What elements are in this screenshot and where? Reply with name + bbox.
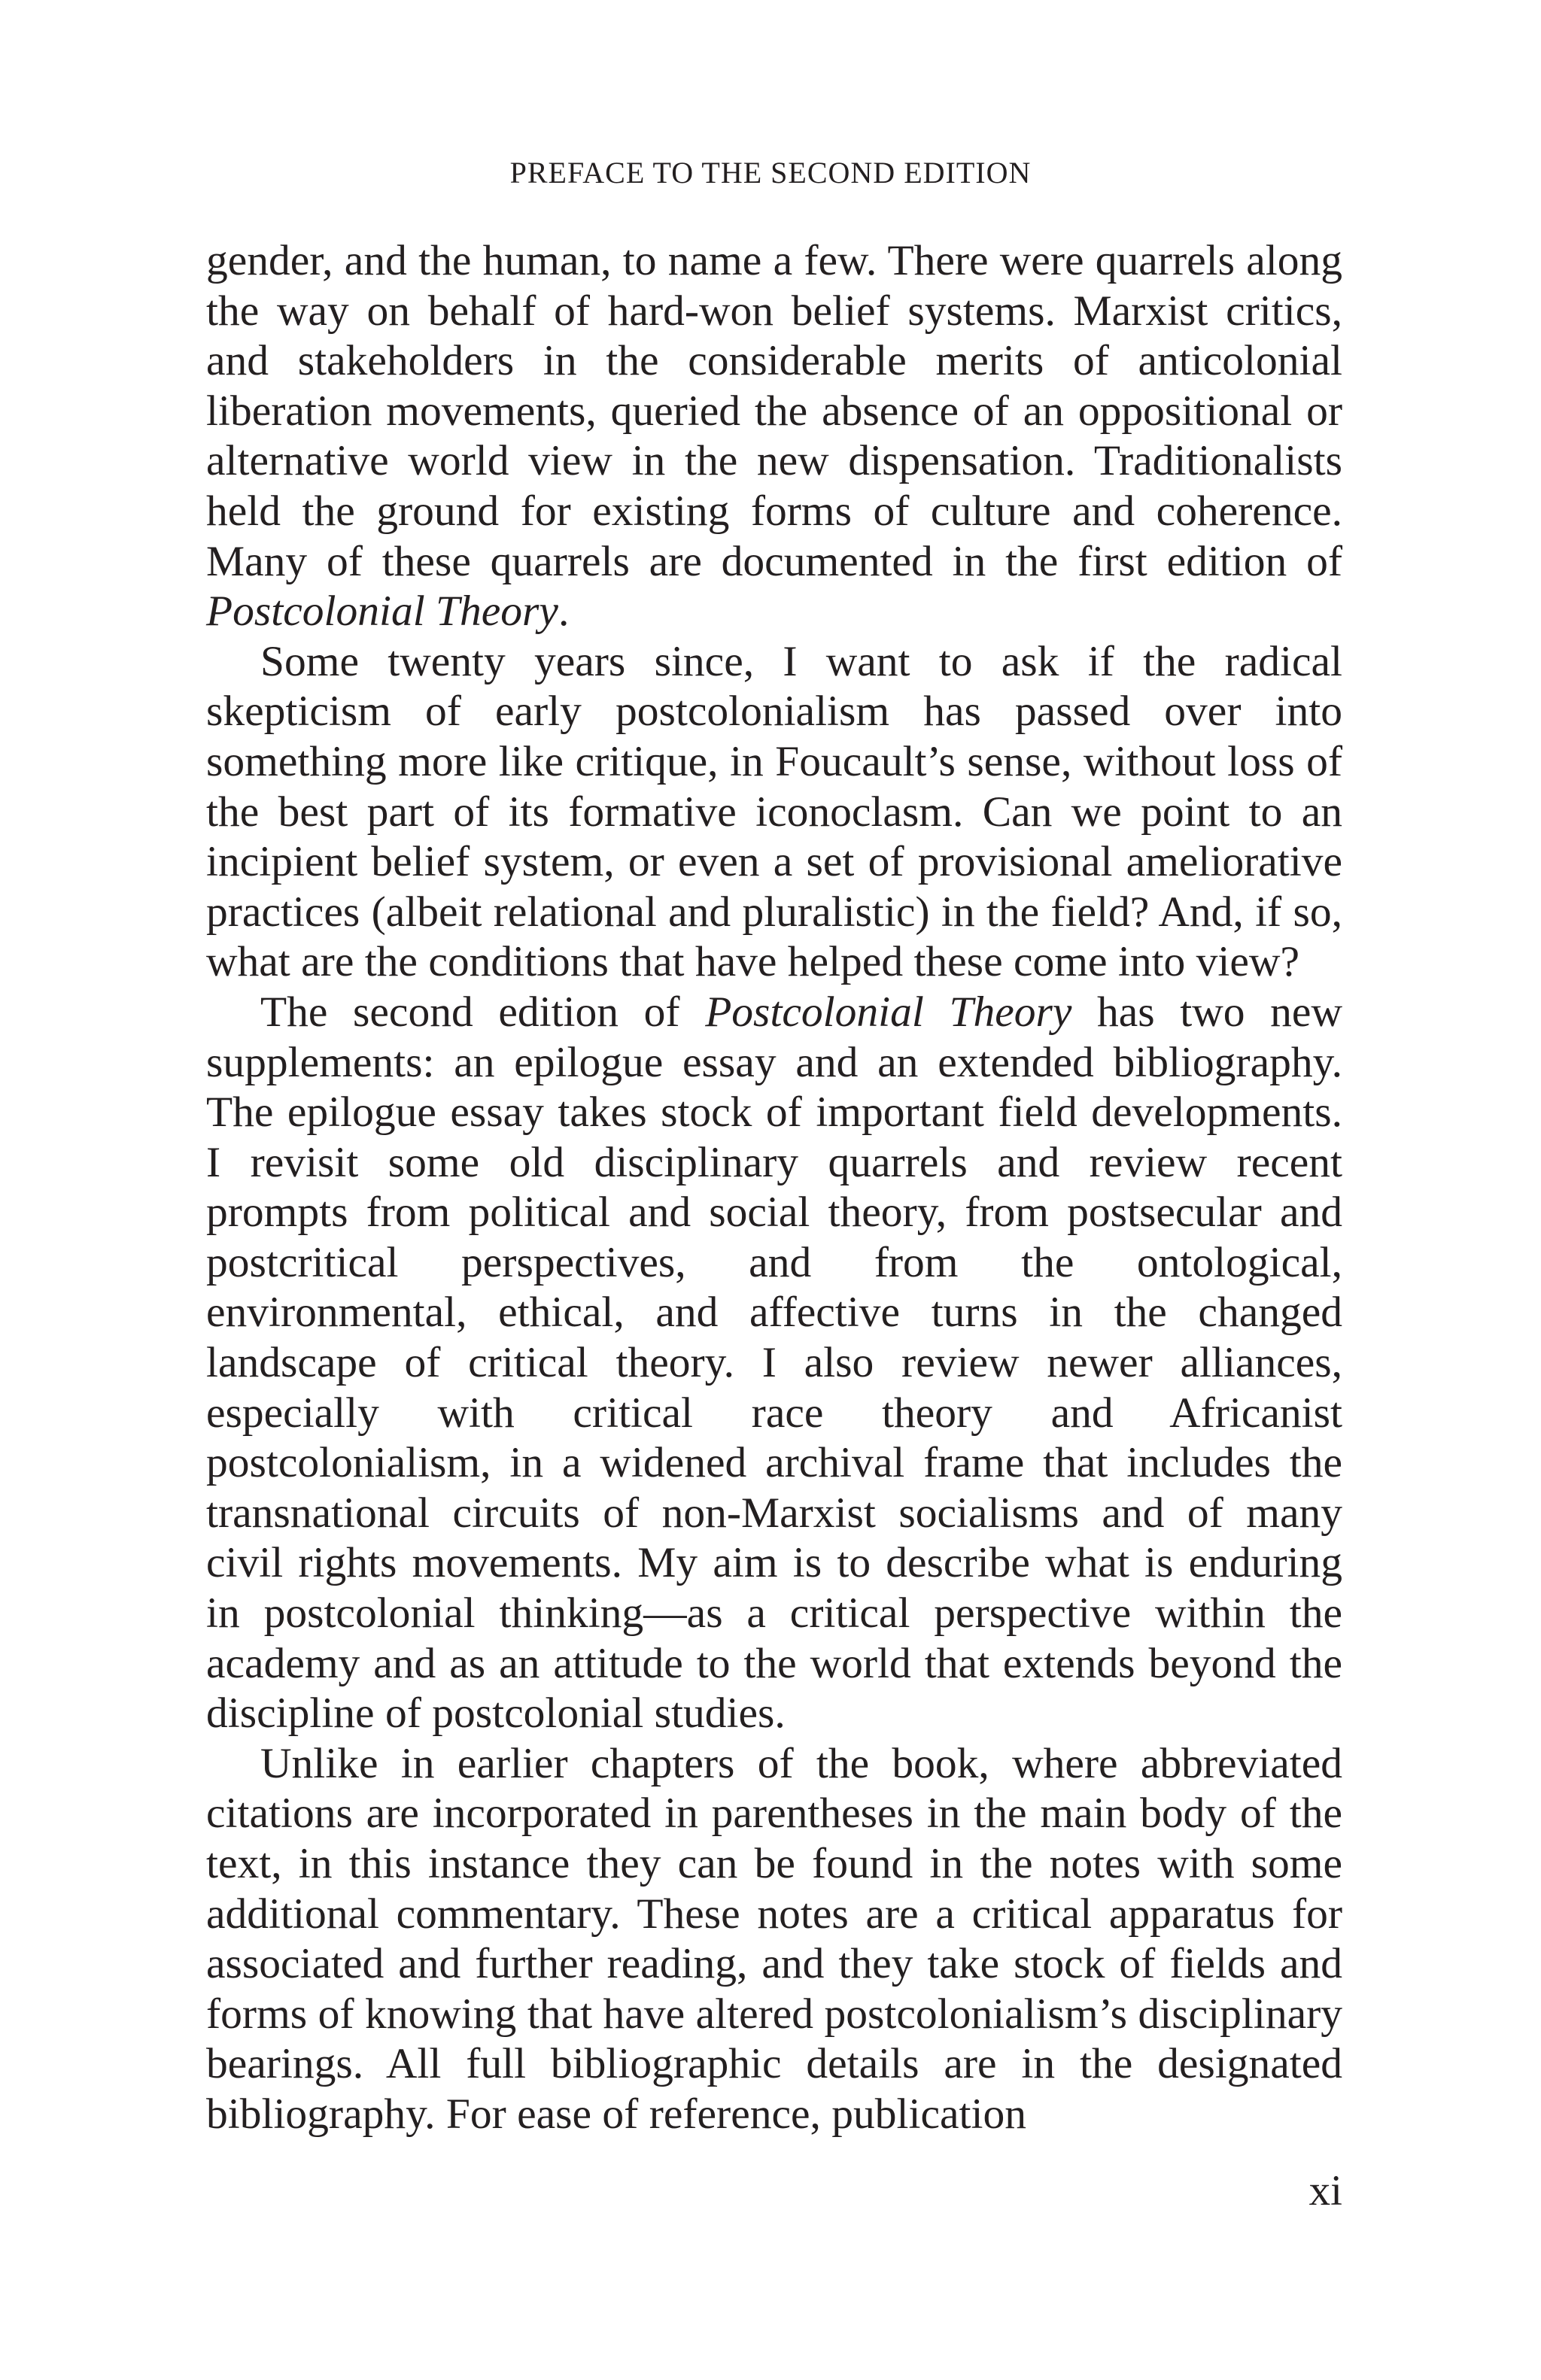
paragraph-4: Unlike in earlier chapters of the book, where abbreviated citations are incorporated in parentheses in the main body of the text, in this instance they can be found in the notes with some additional commentary. These notes are a critical apparatus for associated and further reading, and they take stock of fields and forms of knowing that have altered postcolonialism’s disciplinary bearings. All full bibliographic details are in the designated bibliography. For ease of reference, publication [206,1739,1342,2138]
book-title-italic: Postcolonial Theory [206,587,558,636]
paragraph-1-text: gender, and the human, to name a few. There were quarrels along the way on behalf of hard-won belief systems. Marxist critics, and stakeholders in the considerable merits of anticolonial liberation movements, queried the absence of an oppositional or alternative world view in the new dispensation. Traditionalists held the ground for existing forms of culture and coherence. Many of these quarrels are documented in the first edition of [206,237,1342,585]
paragraph-2: Some twenty years since, I want to ask if the radical skepticism of early postcolonialism has passed over into something more like critique, in Foucault’s sense, without loss of the best part of its formative iconoclasm. Can we point to an incipient belief system, or even a set of provisional ameliorative practices (albeit relational and pluralistic) in the field? And, if so, what are the conditions that have helped these come into view? [206,637,1342,986]
paragraph-3-text: has two new supplements: an epilogue essay and an extended bibliography. The epilogue essay takes stock of important field developments. I revisit some old disciplinary quarrels and review recent prompts from political and social theory, from postsecular and postcritical perspectives, and from the ontological, environmental, ethical, and affective turns in the changed landscape of critical theory. I also review newer alliances, especially with critical race theory and Africanist postcolonialism, in a widened archival frame that includes the transnational circuits of non-Marxist socialisms and of many civil rights movements. My aim is to describe what is enduring in postcolonial thinking—as a critical perspective within the academy and as an attitude to the world that extends beyond the discipline of postcolonial studies. [206,988,1342,1738]
running-head: PREFACE TO THE SECOND EDITION [509,156,1032,190]
book-title-italic: Postcolonial Theory [705,988,1072,1036]
page-number: xi [1308,2167,1342,2215]
paragraph-1 [206,236,1342,637]
body-text [206,236,1342,2140]
paragraph-3 [206,988,1342,1739]
paragraph-3-start: The second edition of [260,988,706,1036]
paragraph-1-end: . [558,587,570,636]
